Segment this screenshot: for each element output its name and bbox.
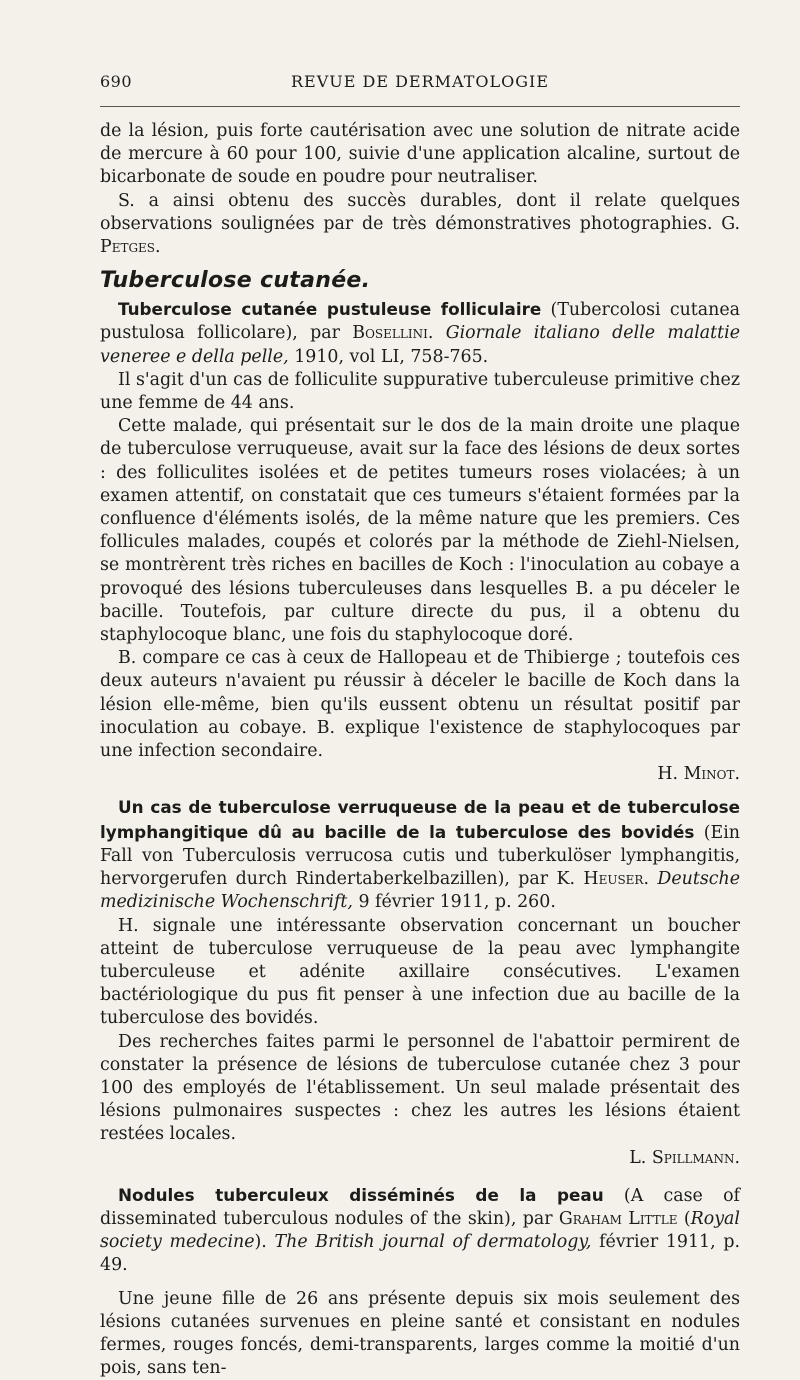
article-1-heading	[100, 298, 740, 369]
article-3-ref: (A case of disseminated tuberculous nodules of the skin), par	[100, 1185, 740, 1229]
article-3-ref-mid: (	[677, 1208, 691, 1229]
page-header	[100, 72, 740, 96]
article-3-journal-1: Royal society medecine	[100, 1208, 740, 1253]
article-1-signature	[100, 763, 740, 786]
page-number: 690	[100, 72, 133, 91]
article-1-journal: Giornale italiano delle malattie veneree e della pelle,	[100, 323, 740, 367]
article-2-title: Un cas de tuberculose verruqueuse de la peau et de tuberculose lymphangitique dû au bacille de la tuberculose des bovidés	[100, 797, 740, 842]
header-rule	[100, 106, 740, 107]
article-1-ref-end: 1910, vol LI, 758-765.	[288, 346, 489, 367]
intro-signature: G. Petges.	[100, 213, 740, 258]
article-2-signature	[100, 1147, 740, 1170]
article-3-paragraph-1: Une jeune fille de 26 ans présente depuis six mois seulement des lésions cutanées survenues en pleine santé et consistant en nodules fermes, rouges foncés, demi-transparents, larges comme la moitié d'un pois, sans ten-	[100, 1288, 740, 1379]
article-1-ref: (Tubercolosi cutanea pustulosa follicolare), par	[100, 300, 741, 344]
article-3-ref-end: février 1911, p. 49.	[100, 1232, 740, 1276]
running-head: REVUE DE DERMATOLOGIE	[290, 72, 550, 91]
intro-paragraph-2-text: S. a ainsi obtenu des succès durables, dont il relate quelques observations soulignées par de très démonstratives photographies.	[100, 190, 740, 234]
article-2-paragraph-1: H. signale une intéressante observation concernant un boucher atteint de tuberculose verruqueuse de la peau avec lymphangite tuberculeuse et adénite axillaire consécutives. L'examen bactériologique du pus fit penser à une infection due au bacille de la tuberculose des bovidés.	[100, 915, 740, 1029]
intro-paragraph-2	[100, 190, 740, 260]
article-1-signature-text: H. Minot.	[657, 764, 740, 785]
article-1-ref-sep: .	[427, 323, 446, 344]
article-2-ref-end: 9 février 1911, p. 260.	[352, 892, 556, 913]
article-3-heading	[100, 1184, 740, 1278]
article-2-signature-text: L. Spillmann.	[629, 1147, 740, 1168]
article-3-title: Nodules tuberculeux disséminés de la peau	[118, 1184, 604, 1205]
article-2-heading	[100, 796, 740, 914]
article-3-ref-mid-2: ).	[254, 1232, 275, 1253]
article-1-title: Tuberculose cutanée pustuleuse folliculaire	[118, 299, 542, 320]
article-2-journal: Deutsche medizinische Wochenschrift,	[100, 869, 741, 913]
article-2-ref: (Ein Fall von Tuberculosis verrucosa cutis und tuberkulöser lymphangitis, hervorgerufen durch Rindertaberkelbazillen), par	[100, 822, 740, 890]
article-2-author: K. Heuser	[556, 869, 644, 890]
intro-paragraph-1: de la lésion, puis forte cautérisation avec une solution de nitrate acide de mercure à 60 pour 100, suivie d'une application alcaline, surtout de bicarbonate de soude en poudre pour neutraliser.	[100, 121, 740, 188]
article-1-paragraph-1: Il s'agit d'un cas de folliculite suppurative tuberculeuse primitive chez une femme de 44 ans.	[100, 369, 740, 414]
article-3-journal-2: The British journal of dermatology,	[274, 1232, 592, 1253]
article-1-paragraph-2: Cette malade, qui présentait sur le dos de la main droite une plaque de tuberculose verruqueuse, avait sur la face des lésions de deux sortes : des folliculites isolées et de petites tumeurs roses violacées; à un examen attentif, on constatait que ces tumeurs s'étaient formées par la confluence d'éléments isolés, de la même nature que les premiers. Ces follicules malades, coupés et colorés par la méthode de Ziehl-Nielsen, se montrèrent très riches en bacilles de Koch : l'inoculation au cobaye a provoqué des lésions tuberculeuses dans lesquelles B. a pu déceler le bacille. Toutefois, par culture directe du pus, il a obtenu du staphylocoque blanc, une fois du staphylocoque doré.	[100, 416, 740, 646]
page-content	[100, 120, 740, 1380]
article-1-author: Bosellini	[352, 323, 428, 344]
article-1-paragraph-3: B. compare ce cas à ceux de Hallopeau et de Thibierge ; toutefois ces deux auteurs n'avaient pu réussir à déceler le bacille de Koch dans la lésion elle-même, bien qu'ils eussent obtenu un résultat positif par inoculation au cobaye. B. explique l'existence de staphylocoques par une infection secondaire.	[100, 648, 740, 762]
article-2-paragraph-2: Des recherches faites parmi le personnel de l'abattoir permirent de constater la présence de lésions de tuberculose cutanée chez 3 pour 100 des employés de l'établissement. Un seul malade présentait des lésions pulmonaires suspectes : chez les autres les lésions étaient restées locales.	[100, 1031, 740, 1145]
section-title: Tuberculose cutanée.	[100, 268, 371, 294]
article-3-author: Graham Little	[558, 1208, 678, 1229]
article-2-ref-sep: .	[643, 869, 658, 890]
